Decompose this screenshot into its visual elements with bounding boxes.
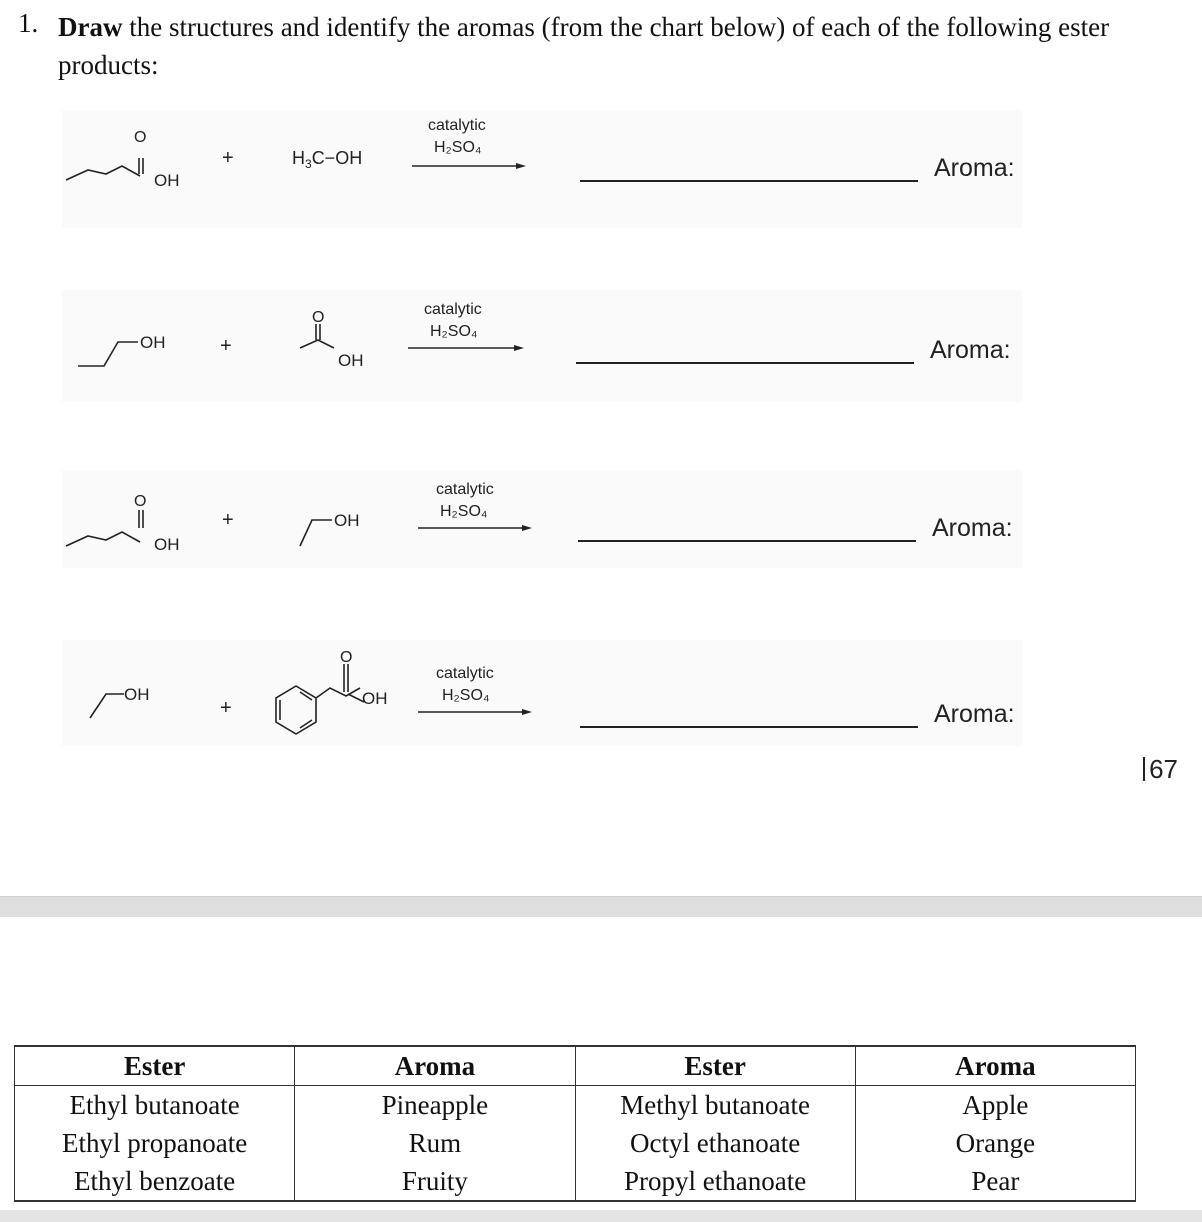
carbonyl-o-label: O (340, 649, 353, 666)
ester-aroma-table (14, 1045, 1136, 1202)
table-cell: Ethyl butanoate (15, 1086, 295, 1125)
table-cell: Pear (855, 1162, 1135, 1201)
table-header-cell: Aroma (855, 1046, 1135, 1086)
page-number (1143, 754, 1178, 785)
reaction-row-3 (62, 470, 1022, 568)
carbonyl-o-label: O (134, 129, 147, 146)
plus-sign: + (222, 509, 234, 531)
reagent1-oh-label: OH (124, 685, 150, 704)
catalyst-line2: H₂SO₄ (440, 503, 488, 520)
table-cell: Ethyl propanoate (15, 1124, 295, 1162)
reaction-4-drawing (62, 640, 1022, 746)
reaction-row-2 (62, 290, 1022, 402)
reaction-3-drawing (62, 470, 1022, 568)
page-number-text: 67 (1149, 754, 1178, 784)
question-text (58, 8, 1188, 84)
reagent1-oh-label: OH (154, 171, 180, 190)
bottom-edge (0, 1210, 1202, 1222)
table-header-row (15, 1046, 1136, 1086)
table-cell: Apple (855, 1086, 1135, 1125)
table-cell: Octyl ethanoate (575, 1124, 855, 1162)
reagent1-oh-label: OH (140, 333, 166, 352)
question-body: the structures and identify the aromas (from the chart below) of each of the following ester products: (58, 12, 1110, 80)
table-cell: Propyl ethanoate (575, 1162, 855, 1201)
plus-sign: + (220, 335, 232, 357)
aroma-label-1: Aroma: (934, 154, 1015, 182)
table-cell: Fruity (295, 1162, 575, 1201)
reaction-arrow-1 (412, 163, 526, 169)
reaction-arrow-3 (418, 525, 532, 531)
acetic-acid-structure (300, 324, 334, 348)
question-bold-lead: Draw (58, 12, 123, 42)
catalyst-line2: H₂SO₄ (430, 323, 478, 340)
aroma-label-3: Aroma: (932, 514, 1013, 542)
table-row (15, 1162, 1136, 1201)
carbonyl-o-label: O (134, 493, 147, 510)
ethanol-structure (300, 520, 332, 546)
reaction-arrow-4 (418, 709, 532, 715)
reaction-1-drawing (62, 110, 1022, 228)
table-header-cell: Ester (15, 1046, 295, 1086)
table-cell: Rum (295, 1124, 575, 1162)
butanoic-acid-structure-1 (66, 158, 143, 180)
table-row (15, 1086, 1136, 1125)
reaction-arrow-2 (408, 345, 524, 351)
reagent2-oh-label: OH (334, 511, 360, 530)
phenylacetic-acid-structure (276, 664, 364, 734)
carbonyl-o-label: O (312, 309, 325, 326)
methanol-label: $H_3C-OH$ (292, 148, 363, 171)
answer-line-4[interactable] (580, 726, 918, 728)
reagent1-oh-label: OH (154, 535, 180, 554)
catalyst-line2: H₂SO₄ (442, 687, 490, 704)
answer-line-3[interactable] (578, 540, 916, 542)
reaction-row-4 (62, 640, 1022, 746)
page-number-bar (1143, 757, 1145, 781)
aroma-label-4: Aroma: (934, 700, 1015, 728)
plus-sign: + (220, 697, 232, 719)
table-cell: Orange (855, 1124, 1135, 1162)
reaction-2-drawing (62, 290, 1022, 402)
page-break-divider (0, 896, 1202, 917)
table-header-cell: Aroma (295, 1046, 575, 1086)
propanol-structure (78, 342, 138, 366)
catalyst-line1: catalytic (436, 665, 494, 682)
catalyst-line2: H₂SO₄ (434, 139, 482, 156)
ethanol-structure (90, 694, 124, 718)
table-cell: Pineapple (295, 1086, 575, 1125)
reagent2-oh-label: OH (362, 689, 388, 708)
plus-sign: + (222, 147, 234, 169)
aroma-label-2: Aroma: (930, 336, 1011, 364)
question-number: 1. (18, 8, 39, 38)
reagent2-oh-label: OH (338, 351, 364, 370)
reaction-row-1 (62, 110, 1022, 228)
table-cell: Ethyl benzoate (15, 1162, 295, 1201)
answer-line-2[interactable] (576, 362, 914, 364)
catalyst-line1: catalytic (424, 301, 482, 318)
catalyst-line1: catalytic (428, 117, 486, 134)
table-header-cell: Ester (575, 1046, 855, 1086)
catalyst-line1: catalytic (436, 481, 494, 498)
table-cell: Methyl butanoate (575, 1086, 855, 1125)
butanoic-acid-structure-2 (66, 510, 143, 546)
answer-line-1[interactable] (580, 180, 918, 182)
table-row (15, 1124, 1136, 1162)
